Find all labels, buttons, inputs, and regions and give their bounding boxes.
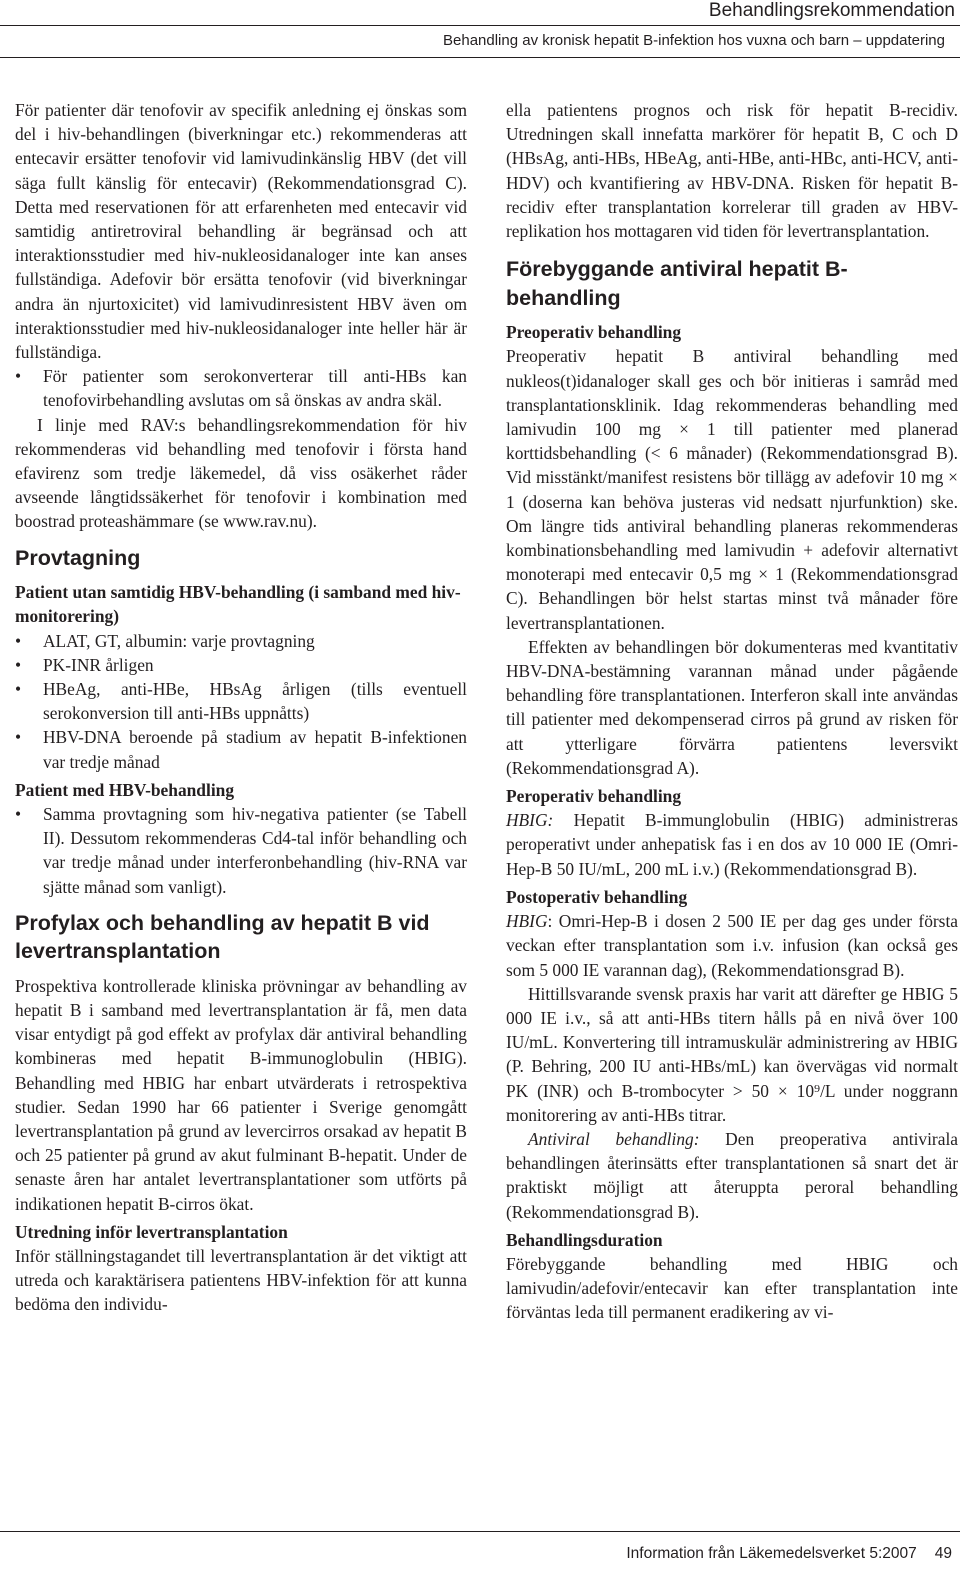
heading-provtagning: Provtagning (15, 545, 141, 570)
subheading-utredning: Utredning inför levertransplantation (15, 1221, 288, 1242)
list-item: • ALAT, GT, albumin: varje provtagning (15, 629, 467, 653)
heading-profylax: Profylax och behandling av hepatit B vid levertransplantation (15, 910, 430, 964)
list-item: • För patienter som serokonverterar till anti-HBs kan tenofovirbehandling avslutas om så önskas av andra skäl. (15, 364, 467, 412)
paragraph-body: Den preoperativa antivirala behandlingen återinsätts efter transplantationen så snart det är praktiskt möjligt att återuppta peroral behandling (Rekommendationsgrad B). (506, 1128, 958, 1222)
paragraph: För patienter där tenofovir av specifik anledning ej önskas som del i hiv-behandlingen (biverkningar etc.) rekommenderas att entecavir ersätter tenofovir vid lamivudinkänslig HBV (det vill säga fullt känslig för entecavir) (Rekommendationsgrad C). Detta med reservationen för att erfarenheten med entecavir vid samtidig antiretroviral behandling är begränsad och att interaktionsstudier med hiv-nukleosidanaloger inte kan anses fullständiga. Adefovir bör ersätta tenofovir (vid biverkningar andra än njurtoxicitet) vid lamivudinresistent HBV även om interaktionsstudier med hiv-nukleosidanaloger inte heller här är fullständiga. (15, 100, 467, 363)
page-number: 49 (934, 1545, 952, 1562)
right-column (506, 98, 958, 1325)
page-footer (626, 1545, 952, 1563)
subheading-patient-utan: Patient utan samtidig HBV-behandling (i samband med hiv-monitorering) (15, 582, 461, 627)
paragraph (506, 808, 958, 881)
subheading-patient-med: Patient med HBV-behandling (15, 779, 235, 800)
left-column (15, 98, 467, 1317)
paragraph (506, 909, 958, 982)
heading-forebyggande: Förebyggande antiviral hepatit B-behandling (506, 257, 848, 310)
paragraph: Inför ställningstagandet till levertransplantation är det viktigt att utreda och karaktärisera patientens HBV-infektion för att kunna bedöma den individu- (15, 1246, 467, 1315)
paragraph: Förebyggande behandling med HBIG och lamivudin/adefovir/entecavir kan efter transplantation inte förväntas leda till permanent eradikering av vi- (506, 1253, 958, 1323)
running-header: Behandling av kronisk hepatit B-infektion hos vuxna och barn – uppdatering (443, 32, 945, 49)
paragraph: Effekten av behandlingen bör dokumenteras med kvantitativ HBV-DNA-bestämning varannan månad under pågående behandling före transplantationen. Interferon skall inte användas till patienter med dekompenserad cirros på grund av risken för att ytterligare förvärra patientens leversvikt (Rekommendationsgrad A). (506, 636, 958, 778)
paragraph-body: Hepatit B-immunglobulin (HBIG) administreras peroperativt under anhepatisk fas i en dos av 10 000 IE (Omri-Hep-B 50 IU/mL, 200 mL i.v.) (Rekommendationsgrad B). (506, 810, 958, 879)
subheading-postoperativ: Postoperativ behandling (506, 886, 688, 907)
paragraph: ella patientens prognos och risk för hepatit B-recidiv. Utredningen skall innefatta markörer för hepatit B, C och D (HBsAg, anti-HBs, HBeAg, anti-HBe, anti-HBc, anti-HCV, anti-HDV) och kvantifiering av HBV-DNA. Risken för hepatit B-recidiv efter transplantation korrelerar till graden av HBV-replikation hos mottagaren vid tiden för levertransplantation. (506, 100, 958, 242)
paragraph: Preoperativ hepatit B antiviral behandling med nukleos(t)idanaloger skall ges och bör initieras i samråd med transplantationsklinik. Idag rekommenderas behandling med lamivudin 100 mg × 1 till patienter med planerad korttidsbehandling (< 6 månader) (Rekommendationsgrad B). Vid misstänkt/manifest resistens bör tillägg av adefovir 10 mg × 1 (doserna kan behöva justeras vid nedsatt njurfunktion) ske. Om längre tids antiviral behandling planeras rekommenderas kombinationsbehandling med lamivudin + adefovir alternativt monoterapi med entecavir 0,5 mg × 1 (Rekommendationsgrad C). Behandlingen bör helst startas minst två månader före levertransplantationen. (506, 346, 958, 633)
paragraph-lead: HBIG (506, 911, 548, 932)
bullet-list (15, 802, 467, 899)
list-item: • HBeAg, anti-HBe, HBsAg årligen (tills eventuell serokonversion till anti-HBs uppnåtts) (15, 677, 467, 725)
bullet-list (15, 629, 467, 774)
paragraph: Hittillsvarande svensk praxis har varit att därefter ge HBIG 5 000 IE i.v., så att anti-HBs titern hålls på en nivå över 100 IU/mL. Konvertering till intramuskulär administrering av HBIG (P. Behring, 200 IU anti-HBs/mL) kan övervägas vid normalt PK (INR) och B-trombocyter > 50 × 10⁹/L under noggrann monitorering av anti-HBs titrar. (506, 983, 958, 1125)
paragraph-lead: Antiviral behandling: (528, 1128, 700, 1149)
footer-source: Information från Läkemedelsverket 5:2007 (626, 1545, 917, 1562)
subheading-preoperativ: Preoperativ behandling (506, 322, 682, 343)
footer-rule (0, 1531, 960, 1532)
paragraph: I linje med RAV:s behandlingsrekommendation för hiv rekommenderas vid behandling med tenofovir i första hand efavirenz som tredje läkemedel, då viss osäkerhet råder avseende långtidssäkerhet för tenofovir i kombination med boostrad proteashämmare (se www.rav.nu). (15, 414, 467, 532)
bullet-list (15, 364, 467, 412)
list-item: • HBV-DNA beroende på stadium av hepatit B-infektionen var tredje månad (15, 725, 467, 773)
paragraph-lead: HBIG: (506, 810, 554, 831)
subheading-peroperativ: Peroperativ behandling (506, 786, 682, 807)
header-rule-top (0, 25, 960, 26)
paragraph (506, 1127, 958, 1224)
header-rule-bottom (0, 57, 960, 58)
paragraph: Prospektiva kontrollerade kliniska prövningar av behandling av hepatit B i samband med levertransplantation är få, men data visar entydigt på god effekt av profylax där antiviral behandling kombineras med hepatit B-immunoglobulin (HBIG). Behandling med HBIG har enbart utvärderats i retrospektiva studier. Sedan 1990 har 66 patienter i Sverige genomgått levertransplantation på grund av levercirros orsakad av hepatit B och 25 patienter på grund av akut fulminant B-hepatit. Under de senaste åren har antalet levertransplantationer som utförts på indikationen hepatit B-cirros ökat. (15, 975, 467, 1214)
list-item: • PK-INR årligen (15, 653, 467, 677)
paragraph-body: : Omri-Hep-B i dosen 2 500 IE per dag ges under första veckan efter transplantation som i.v. infusion (kan också ges som 5 000 IE varannan dag), (Rekommendationsgrad B). (506, 911, 958, 980)
section-title: Behandlingsrekommendation (708, 0, 955, 21)
list-item: • Samma provtagning som hiv-negativa patienter (se Tabell II). Dessutom rekommenderas Cd4-tal inför behandling och var tredje månad under interferonbehandling (hiv-RNA var sjätte månad som vanligt). (15, 802, 467, 899)
subheading-behandlingsduration: Behandlingsduration (506, 1229, 663, 1250)
